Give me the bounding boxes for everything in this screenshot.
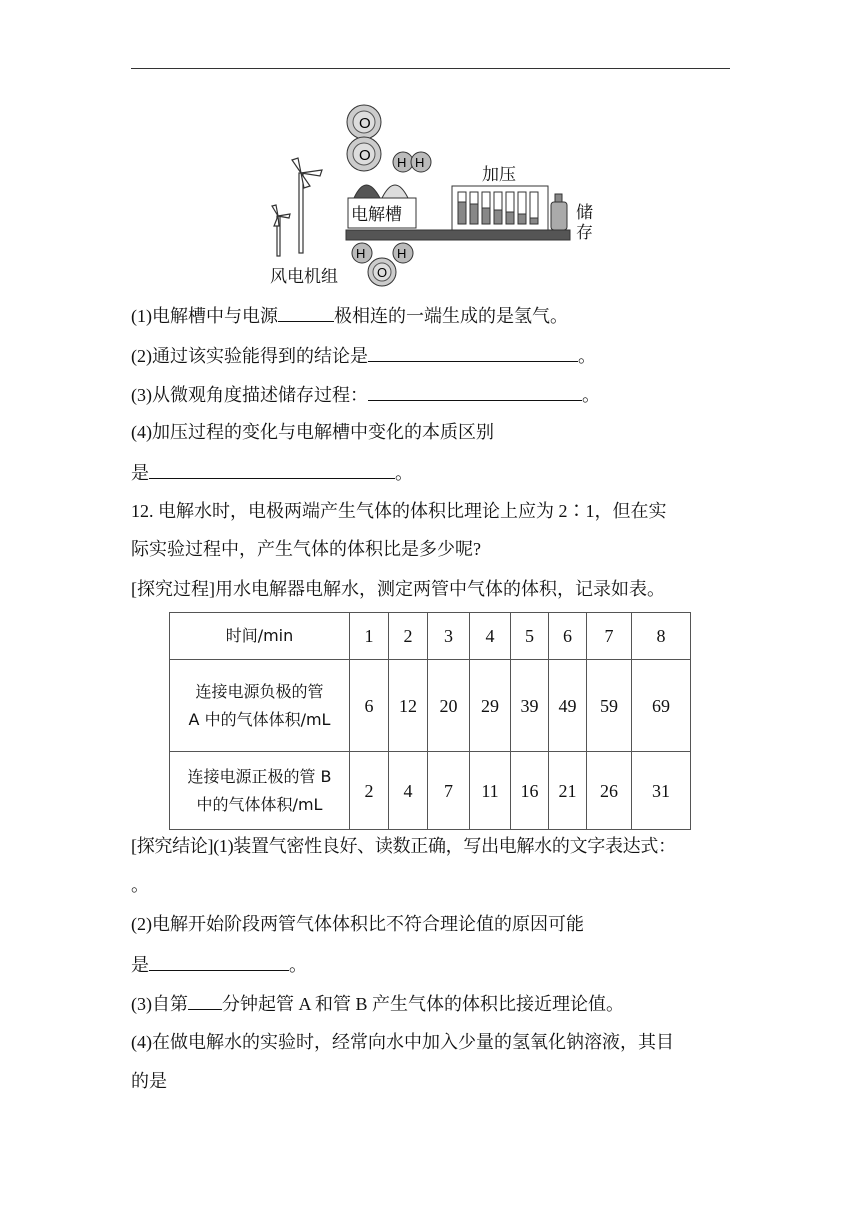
answer-blank[interactable] (368, 382, 582, 401)
table-cell: 6 (350, 660, 389, 752)
question-2: (2)通过该实验能得到的结论是 。 (131, 343, 596, 368)
time-cell: 3 (428, 613, 470, 660)
svg-text:O: O (359, 115, 371, 132)
water-molecule-icon (352, 243, 413, 286)
answer-blank[interactable] (188, 991, 222, 1010)
conclusion-4-cont: 的是 (131, 1071, 167, 1091)
wind-turbine-icon (272, 158, 322, 256)
table-row (170, 660, 691, 752)
svg-text:H: H (415, 155, 425, 170)
table-cell: 16 (511, 752, 549, 830)
conclusion-2: (2)电解开始阶段两管气体体积比不符合理论值的原因可能 (131, 914, 584, 934)
table-cell: 49 (549, 660, 587, 752)
problem-12-process: [探究过程]用水电解器电解水，测定两管中气体的体积，记录如表。 (131, 579, 665, 599)
table-cell: 26 (587, 752, 632, 830)
table-cell: 7 (428, 752, 470, 830)
problem-12-stem-cont: 际实验过程中，产生气体的体积比是多少呢? (131, 539, 481, 559)
question-4: (4)加压过程的变化与电解槽中变化的本质区别 (131, 422, 494, 442)
row-b-label: 连接电源正极的管 B 中的气体体积/mL (170, 752, 350, 830)
time-cell: 6 (549, 613, 587, 660)
table-cell: 12 (389, 660, 428, 752)
conclusion-3: (3)自第 分钟起管 A 和管 B 产生气体的体积比接近理论值。 (131, 991, 624, 1016)
svg-text:H: H (397, 246, 407, 261)
svg-text:H: H (397, 155, 407, 170)
table-cell: 31 (632, 752, 691, 830)
table-cell: 29 (470, 660, 511, 752)
table-cell: 2 (350, 752, 389, 830)
svg-text:O: O (377, 265, 388, 280)
table-cell: 21 (549, 752, 587, 830)
gas-volume-table (169, 612, 691, 830)
pressurizer-icon (452, 186, 548, 230)
conclusion-2-cont: 是 。 (131, 952, 307, 977)
table-row (170, 752, 691, 830)
storage-bottle-icon (551, 194, 567, 230)
row-a-label: 连接电源负极的管 A 中的气体体积/mL (170, 660, 350, 752)
wind-label: 风电机组 (270, 267, 338, 287)
header-label: 时间/min (170, 613, 350, 660)
table-cell: 11 (470, 752, 511, 830)
time-cell: 5 (511, 613, 549, 660)
question-3: (3)从微观角度描述储存过程： 。 (131, 382, 600, 407)
table-row (170, 613, 691, 660)
oxygen-molecule-icon (347, 105, 381, 171)
electrolysis-storage-diagram (262, 98, 602, 288)
hydrogen-molecule-icon (393, 152, 431, 172)
platform (346, 230, 570, 240)
question-1: (1)电解槽中与电源 极相连的一端生成的是氢气。 (131, 303, 568, 328)
answer-blank[interactable] (368, 343, 578, 362)
conclusion-1: [探究结论](1)装置气密性良好、读数正确，写出电解水的文字表达式： (131, 836, 676, 856)
time-cell: 4 (470, 613, 511, 660)
tank-label: 电解槽 (351, 205, 402, 225)
time-cell: 7 (587, 613, 632, 660)
time-cell: 8 (632, 613, 691, 660)
answer-blank[interactable] (149, 460, 395, 479)
top-rule (131, 68, 730, 69)
press-label: 加压 (482, 165, 516, 185)
time-cell: 2 (389, 613, 428, 660)
problem-12-stem: 12. 电解水时，电极两端产生气体的体积比理论上应为 2∶1，但在实 (131, 501, 667, 521)
conclusion-1-end: 。 (131, 875, 149, 895)
store-label-2: 存 (576, 223, 593, 243)
store-label-1: 储 (576, 203, 593, 223)
time-cell: 1 (350, 613, 389, 660)
conclusion-4: (4)在做电解水的实验时，经常向水中加入少量的氢氧化钠溶液，其目 (131, 1032, 674, 1052)
svg-text:O: O (359, 147, 371, 164)
answer-blank[interactable] (278, 303, 334, 322)
table-cell: 69 (632, 660, 691, 752)
svg-text:H: H (356, 246, 366, 261)
question-4-cont: 是 。 (131, 460, 413, 485)
table-cell: 39 (511, 660, 549, 752)
answer-blank[interactable] (149, 952, 289, 971)
table-cell: 4 (389, 752, 428, 830)
table-cell: 20 (428, 660, 470, 752)
table-cell: 59 (587, 660, 632, 752)
